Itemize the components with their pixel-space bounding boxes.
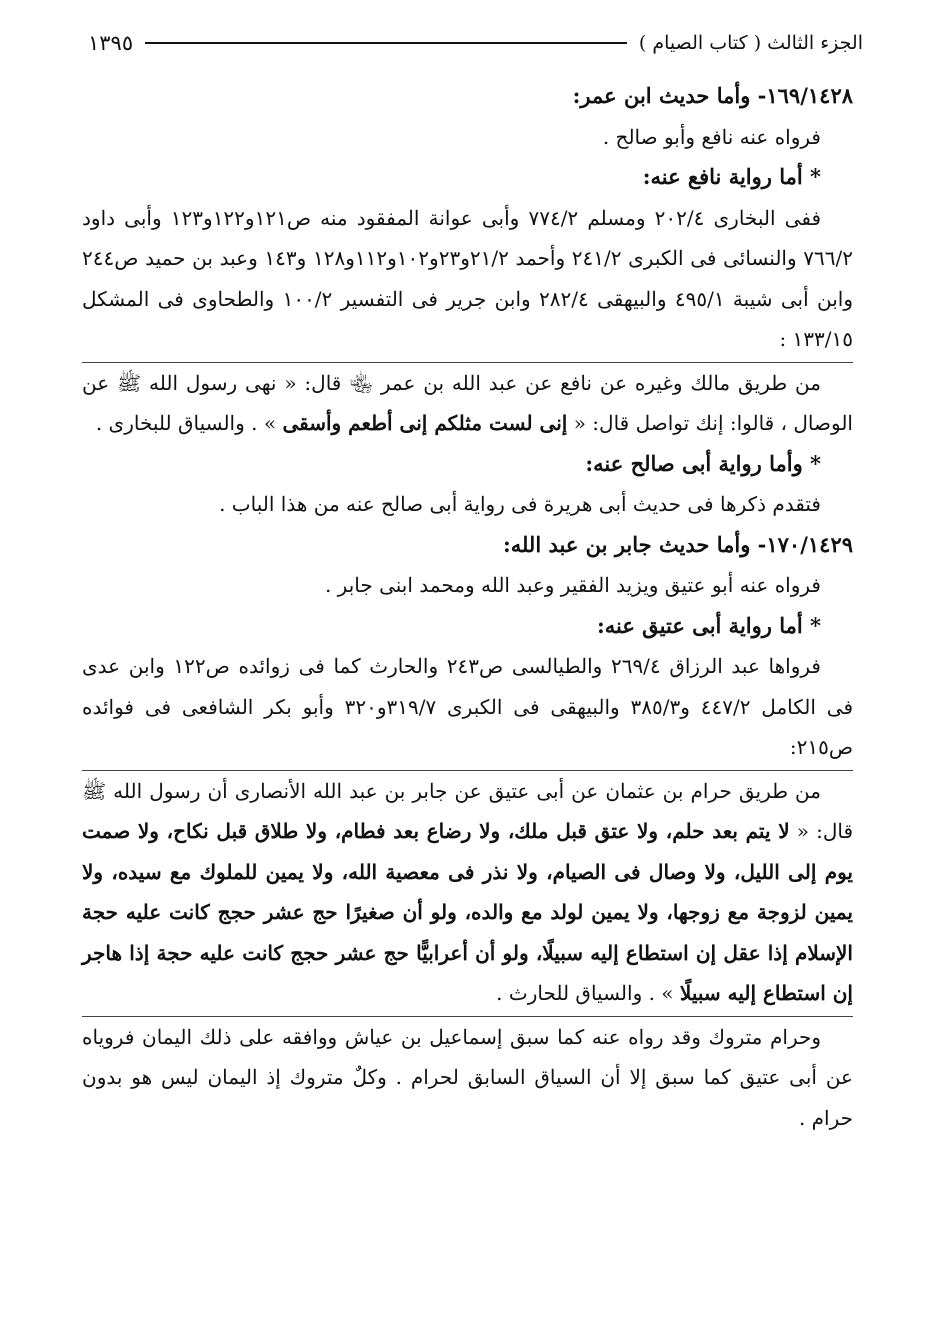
text-abu-atiq-intro: من طريق حرام بن عثمان عن أبى عتيق عن جابر بن عبد الله الأنصارى أن رسول الله ﷺ قال: «: [82, 778, 854, 843]
page-body: [82, 76, 853, 1138]
running-title: الجزء الثالث ( كتاب الصيام ): [638, 32, 863, 54]
text-nafi: [82, 363, 853, 444]
subheading-nafi: * أما رواية نافع عنه:: [642, 164, 821, 189]
sources-nafi: ففى البخارى ٢٠٢/٤ ومسلم ٧٧٤/٢ وأبى عوانة المفقود منه ص١٢١و١٢٢و١٢٣ وأبى داود ٧٦٦/٢ والنسائى فى الكبرى ٢٤١/٢ وأحمد ٢١/٢و٢٣و١٠٢و١١٢و١٢٨ و١٤٣ وعبد بن حميد ص٢٤٤ وابن أبى شيبة ٤٩٥/١ والبيهقى ٢٨٢/٤ وابن جرير فى التفسير ١٠٠/٢ والطحاوى فى المشكل ١٣٣/١٥ :: [82, 205, 854, 351]
subheading-abu-atiq: * أما رواية أبى عتيق عنه:: [596, 612, 821, 638]
narrators-jabir: فرواه عنه أبو عتيق ويزيد الفقير وعبد الله ومحمد ابنى جابر .: [324, 573, 821, 597]
text-abu-atiq-outro: » . والسياق للحارث .: [496, 981, 680, 1005]
text-abu-salih: فتقدم ذكرها فى حديث أبى هريرة فى رواية أبى صالح عنه من هذا الباب .: [219, 492, 821, 516]
text-nafi-intro: من طريق مالك وغيره عن نافع عن عبد الله بن عمر ﵄ قال: « نهى رسول الله ﷺ عن الوصال ، قالوا: إنك تواصل قال: «: [82, 370, 853, 435]
text-nafi-quote: إنى لست مثلكم إنى أطعم وأسقى: [282, 411, 568, 435]
subheading-abu-salih: * وأما رواية أبى صالح عنه:: [585, 450, 821, 476]
page-header: [88, 26, 863, 60]
final-note: وحرام متروك وقد رواه عنه كما سبق إسماعيل بن عياش ووافقه على ذلك اليمان فروياه عن أبى عتيق كما سبق إلا أن السياق السابق لحرام . وكلٌ متروك إذ اليمان ليس هو بدون حرام .: [82, 1024, 853, 1130]
header-rule: [145, 42, 627, 44]
text-abu-atiq-quote: لا يتم بعد حلم، ولا عتق قبل ملك، ولا رضاع بعد فطام، ولا طلاق قبل نكاح، ولا صمت يوم إلى الليل، ولا وصال فى الصيام، ولا نذر فى معصية الله، ولا يمين للملوك مع سيده، ولا يمين لزوجة مع زوجها، ولا يمين لولد مع والده، ولو أن صغيرًا حج عشر حجج كانت عليه حجة الإسلام إذا عقل إن استطاع إليه سبيلًا، ولو أن أعرابيًّا حج عشر حجج كانت عليه حجة إذا هاجر إن استطاع إليه سبيلًا: [82, 819, 853, 1005]
sources-abu-atiq: فرواها عبد الرزاق ٢٦٩/٤ والطيالسى ص٢٤٣ والحارث كما فى زوائده ص١٢٢ وابن عدى فى الكامل ٤٤٧/٢ و٣٨٥/٣ والبيهقى فى الكبرى ٣١٩/٧و٣٢٠ وأبو بكر الشافعى فى فوائده ص٢١٥:: [82, 654, 853, 759]
text-abu-atiq: [82, 771, 853, 1014]
hadith-heading-jabir: ١٧٠/١٤٢٩- وأما حديث جابر بن عبد الله:: [502, 531, 853, 557]
text-nafi-outro: » . والسياق للبخارى .: [95, 411, 283, 435]
page-number: ١٣٩٥: [88, 31, 134, 55]
hadith-heading-ibn-umar: ١٦٩/١٤٢٨- وأما حديث ابن عمر:: [572, 83, 853, 108]
narrators-ibn-umar: فرواه عنه نافع وأبو صالح .: [602, 124, 821, 149]
